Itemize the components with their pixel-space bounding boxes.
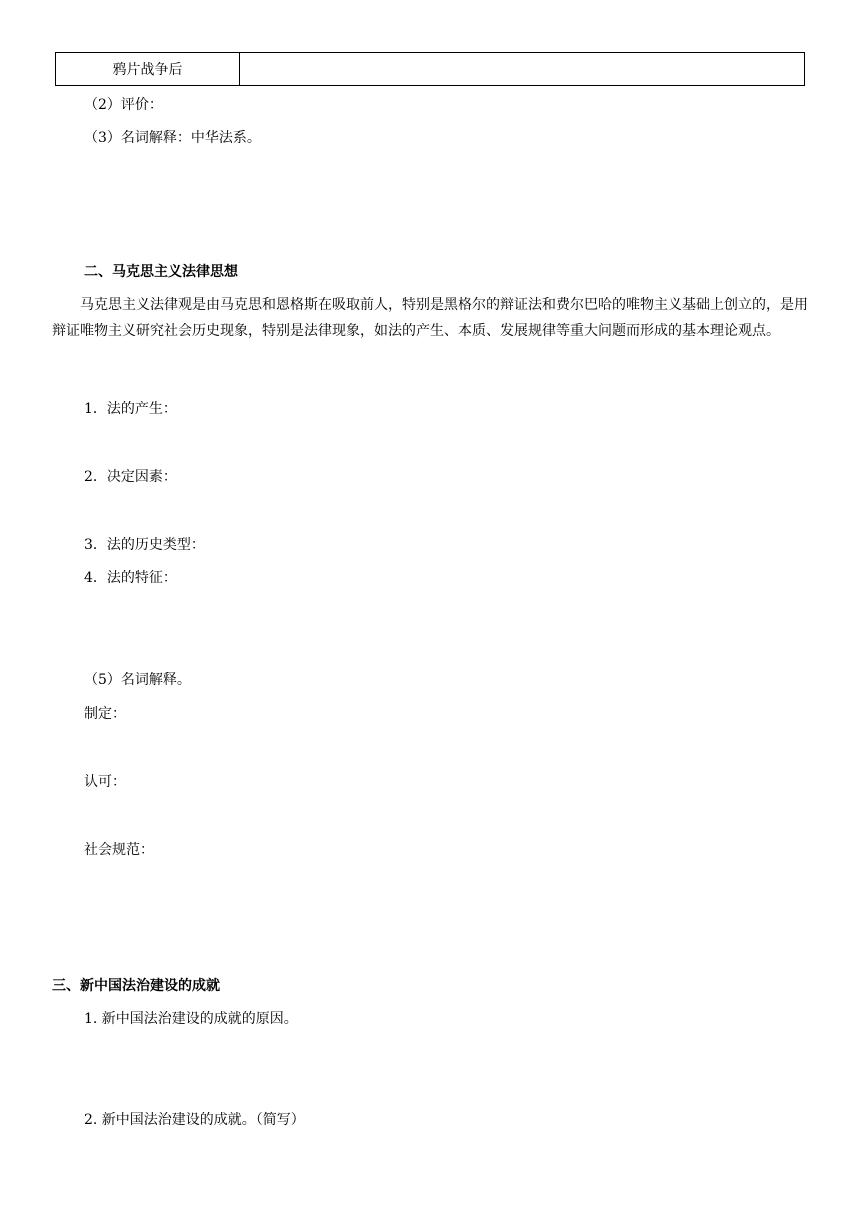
section-2-heading: 二、马克思主义法律思想 — [84, 264, 238, 280]
section-3-item-1: 1. 新中国法治建设的成就的原因。 — [84, 1011, 298, 1027]
evaluation-prompt: （2）评价： — [84, 97, 163, 113]
table-row-value — [240, 53, 804, 85]
term-recognition: 认可： — [84, 774, 126, 790]
section-2-item-2: 2．决定因素： — [84, 469, 177, 485]
term-social-norms: 社会规范： — [84, 842, 154, 858]
section-3-heading: 三、新中国法治建设的成就 — [52, 978, 220, 994]
section-2-item-1: 1．法的产生： — [84, 401, 177, 417]
section-2-paragraph: 马克思主义法律观是由马克思和恩格斯在吸取前人，特别是黑格尔的辩证法和费尔巴哈的唯物主义基础上创立的，是用辩证唯物主义研究社会历史现象，特别是法律现象，如法的产生、本质、发展规律等重大问题而形成的基本理论观点。 — [52, 297, 808, 339]
chinese-legal-system-term-prompt: （3）名词解释：中华法系。 — [84, 130, 261, 146]
table-row-label: 鸦片战争后 — [56, 53, 240, 85]
section-2-item-5: （5）名词解释。 — [84, 672, 191, 688]
term-enactment: 制定： — [84, 706, 126, 722]
history-table — [55, 52, 805, 86]
section-2-item-3: 3．法的历史类型： — [84, 537, 205, 553]
section-3-item-2: 2. 新中国法治建设的成就。（简写） — [84, 1112, 305, 1128]
section-2-item-4: 4．法的特征： — [84, 570, 177, 586]
